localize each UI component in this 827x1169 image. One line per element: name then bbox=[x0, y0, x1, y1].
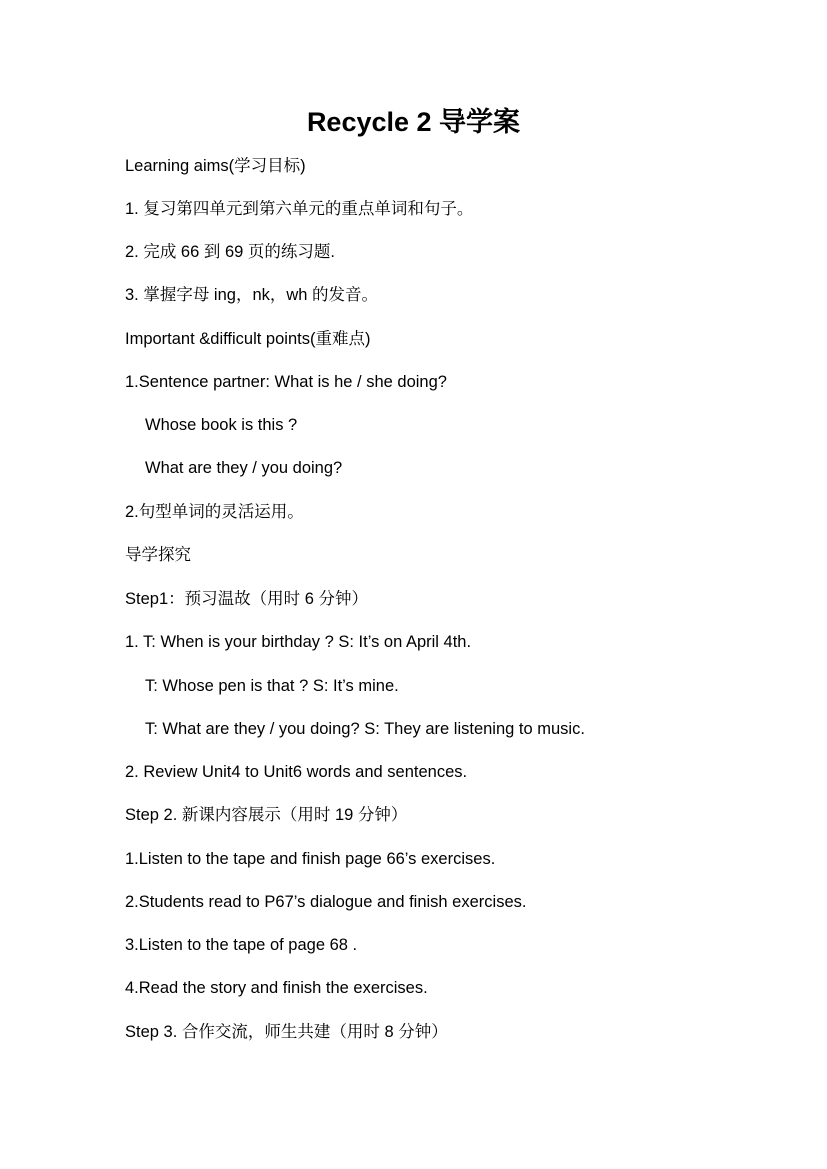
aim-item-2: 2. 完成 66 到 69 页的练习题. bbox=[125, 243, 335, 261]
step-3-heading: Step 3. 合作交流，师生共建（用时 8 分钟） bbox=[125, 1023, 448, 1041]
document-title: Recycle 2 导学案 bbox=[306, 107, 521, 137]
step-2-item-1: 1.Listen to the tape and finish page 66’s exercises. bbox=[125, 850, 496, 868]
key-points-heading: Important &difficult points(重难点) bbox=[125, 330, 371, 348]
key-point-2: 2.句型单词的灵活运用。 bbox=[125, 503, 304, 521]
step-1-item-1-dialogue-3: T: What are they / you doing? S: They are listening to music. bbox=[145, 720, 585, 738]
aim-item-3: 3. 掌握字母 ing，nk，wh 的发音。 bbox=[125, 286, 379, 304]
step-1-item-2: 2. Review Unit4 to Unit6 words and sentences. bbox=[125, 763, 468, 781]
step-2-item-4: 4.Read the story and finish the exercises. bbox=[125, 979, 428, 997]
step-1-heading: Step1：预习温故（用时 6 分钟） bbox=[125, 590, 368, 608]
key-point-1: 1.Sentence partner: What is he / she doing? bbox=[125, 373, 447, 391]
key-point-1-sentence-3: What are they / you doing? bbox=[145, 459, 343, 477]
step-2-heading: Step 2. 新课内容展示（用时 19 分钟） bbox=[125, 806, 408, 824]
step-2-item-2: 2.Students read to P67’s dialogue and finish exercises. bbox=[125, 893, 527, 911]
step-1-item-1-dialogue-2: T: Whose pen is that ? S: It’s mine. bbox=[145, 677, 399, 695]
learning-aims-heading: Learning aims(学习目标) bbox=[125, 157, 306, 175]
key-point-1-sentence-2: Whose book is this ? bbox=[145, 416, 298, 434]
guided-inquiry-heading: 导学探究 bbox=[125, 546, 191, 564]
step-1-item-1: 1. T: When is your birthday ? S: It’s on April 4th. bbox=[125, 633, 472, 651]
step-2-item-3: 3.Listen to the tape of page 68 . bbox=[125, 936, 358, 954]
aim-item-1: 1. 复习第四单元到第六单元的重点单词和句子。 bbox=[125, 200, 474, 218]
